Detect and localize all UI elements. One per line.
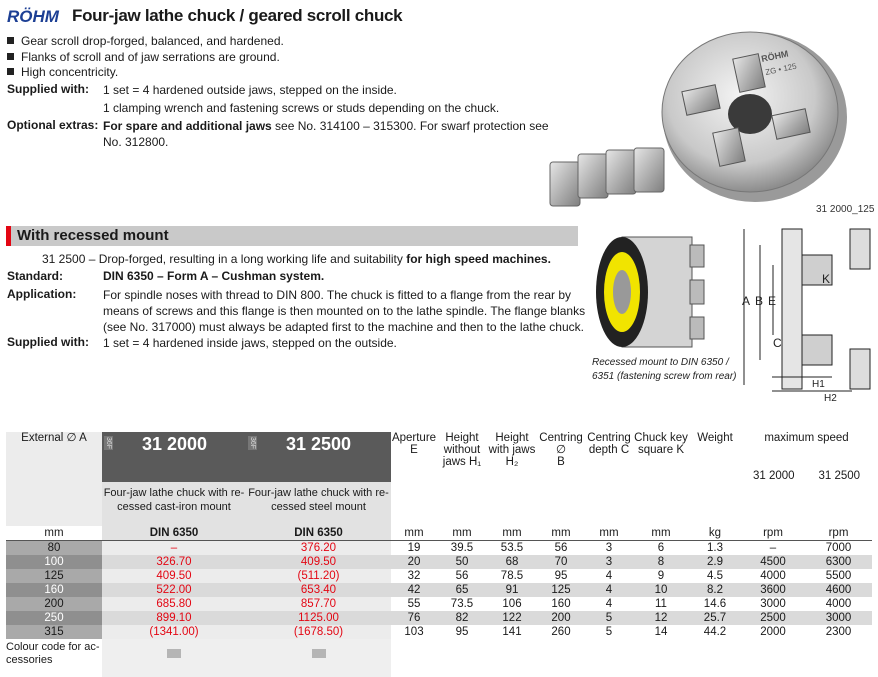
- table-cell: 44.2: [703, 625, 727, 638]
- table-cell: 19: [407, 541, 421, 554]
- price-312000: (1341.00): [102, 625, 246, 639]
- table-cell: 95: [455, 625, 469, 638]
- table-cell: 56: [455, 569, 469, 582]
- table-cell: 3000: [760, 597, 786, 610]
- table-cell: 5500: [825, 569, 852, 582]
- table-cell: 3: [585, 555, 633, 569]
- price-312500: 409.50: [246, 555, 391, 569]
- price-312000: –: [102, 541, 246, 556]
- table-cell: 2500: [741, 611, 805, 625]
- supplied-text: 1 set = 4 hardened outside jaws, stepped on the inside. 1 clamping wrench and fastening screws or studs depending on the chuck.: [103, 83, 500, 115]
- table-cell: 56: [554, 541, 568, 554]
- table-cell: 260: [551, 625, 571, 638]
- col-centring-depth-header: Centring depth C: [587, 432, 631, 456]
- price-312000: 899.10: [102, 611, 246, 625]
- table-cell: 55: [407, 597, 421, 610]
- colour-swatch: [312, 649, 326, 658]
- table-row: [6, 541, 872, 556]
- col-chuck-key-header: Chuck key square K: [634, 432, 688, 456]
- table-cell: 82: [437, 611, 487, 625]
- recessed-mount-figure: [592, 225, 878, 405]
- table-cell: 160: [551, 597, 571, 610]
- table-cell: 14.6: [703, 597, 727, 610]
- table-cell: 4: [605, 569, 613, 582]
- table-cell: 50: [437, 555, 487, 569]
- figure-caption-line2: 6351 (fastening screw from rear): [592, 371, 737, 382]
- row-external-diameter: 125: [6, 569, 102, 583]
- dim-label-c: C: [773, 336, 782, 350]
- unit-row: mm DIN 6350 DIN 6350 mm mm mm mm mm mm kg rpm rpm: [6, 526, 872, 541]
- table-cell: 91: [487, 583, 537, 597]
- table-cell: 95: [554, 569, 568, 582]
- spec-table: [6, 432, 872, 677]
- dim-label-b: B: [755, 294, 764, 308]
- photo-caption: 31 2000_125: [816, 204, 875, 215]
- colour-swatch: [167, 649, 181, 658]
- row-external-diameter: 200: [6, 597, 102, 611]
- price-312000: 409.50: [102, 569, 246, 583]
- table-cell: 14: [654, 625, 668, 638]
- table-cell: 68: [487, 555, 537, 569]
- chuck-product-photo: [540, 30, 875, 215]
- table-cell: 4000: [760, 569, 786, 582]
- section-header-bar: [6, 226, 578, 246]
- table-cell: 4500: [741, 555, 805, 569]
- col-external-header: External ∅ A: [6, 432, 102, 526]
- optional-label: Optional extras:: [7, 118, 99, 132]
- price-312500: 653.40: [246, 583, 391, 597]
- table-cell: 9: [657, 569, 665, 582]
- feature-list: [7, 34, 284, 81]
- table-cell: 76: [391, 611, 437, 625]
- application-text: For spindle noses with thread to DIN 800. The chuck is fitted to a flange from the rear by means of screws and this flange is then mounted on to the lathe spindle. The flange blanks (see No. 317000) must always be adapted first to the machine and then to the lathe chuck.: [103, 288, 586, 334]
- feature-item: High concentricity.: [7, 65, 284, 81]
- price-312000: 522.00: [102, 583, 246, 597]
- price-312500: 376.20: [246, 541, 391, 556]
- brand-logo: [6, 6, 62, 26]
- feature-item: Gear scroll drop-forged, balanced, and hardened.: [7, 34, 284, 50]
- price-312000: 326.70: [102, 555, 246, 569]
- price-312500: 1125.00: [246, 611, 391, 625]
- table-cell: 122: [487, 611, 537, 625]
- table-cell: 5: [605, 625, 613, 638]
- table-cell: 3600: [741, 583, 805, 597]
- table-cell: 2.9: [689, 555, 741, 569]
- brand-logo-text: RÖHM: [7, 7, 59, 26]
- dim-label-h2: H2: [824, 393, 837, 404]
- table-cell: 3000: [805, 611, 872, 625]
- table-cell: 1.3: [707, 541, 723, 554]
- table-cell: 3: [605, 541, 613, 554]
- table-cell: 4: [585, 583, 633, 597]
- col-max-speed-header: maximum speed 31 2000 31 2500: [752, 432, 861, 482]
- row-external-diameter: 80: [6, 541, 102, 556]
- table-row: [6, 583, 872, 597]
- table-cell: 8.2: [689, 583, 741, 597]
- table-cell: 8: [633, 555, 689, 569]
- table-cell: 53.5: [500, 541, 524, 554]
- technical-drawing: [744, 229, 870, 391]
- loose-jaws: [550, 148, 664, 206]
- section-title: With recessed mount: [17, 227, 169, 244]
- dim-label-e: E: [768, 294, 777, 308]
- standard-value: DIN 6350 – Form A – Cushman system.: [103, 269, 325, 283]
- table-cell: 32: [407, 569, 421, 582]
- table-cell: 2000: [760, 625, 786, 638]
- table-cell: 200: [537, 611, 585, 625]
- col-height-without-header: Height without jaws H₁: [442, 432, 482, 468]
- feature-item: Flanks of scroll and of jaw serrations are ground.: [7, 50, 284, 66]
- col-height-with-header: Height with jaws H₂: [488, 432, 536, 468]
- table-cell: –: [769, 541, 777, 554]
- row-external-diameter: 315: [6, 625, 102, 639]
- product-header-312000: 36F 31 2000: [102, 432, 246, 482]
- row-external-diameter: 250: [6, 611, 102, 625]
- table-row: [6, 611, 872, 625]
- table-cell: 25.7: [689, 611, 741, 625]
- table-cell: 103: [404, 625, 424, 638]
- table-cell: 141: [502, 625, 522, 638]
- supplied-label: Supplied with:: [7, 82, 89, 96]
- section-supplied-label: Supplied with:: [7, 335, 89, 349]
- table-cell: 2300: [825, 625, 852, 638]
- section-supplied-value: 1 set = 4 hardened inside jaws, stepped on the outside.: [103, 336, 397, 350]
- standard-label: Standard:: [7, 269, 64, 283]
- section-intro: 31 2500 – Drop-forged, resulting in a long working life and suitability for high speed machines.: [42, 252, 551, 266]
- table-cell: 73.5: [450, 597, 474, 610]
- col-centring-b-header: Centring ∅ B: [539, 432, 583, 468]
- colour-code-row: Colour code for ac- cessories: [6, 639, 872, 677]
- optional-text: For spare and additional jaws see No. 314100 – 315300. For swarf protection see No. 312800.: [103, 119, 549, 149]
- product-header-312500: 36F 31 2500: [246, 432, 391, 482]
- figure-caption-line1: Recessed mount to DIN 6350 /: [592, 357, 729, 368]
- col-weight-header: Weight: [697, 432, 733, 444]
- table-cell: 4600: [805, 583, 872, 597]
- table-row: [6, 625, 872, 639]
- table-cell: 11: [655, 597, 667, 610]
- price-312000: 685.80: [102, 597, 246, 611]
- price-312500: 857.70: [246, 597, 391, 611]
- table-cell: 4.5: [707, 569, 723, 582]
- table-cell: 12: [633, 611, 689, 625]
- table-cell: 4000: [825, 597, 852, 610]
- table-cell: 78.5: [500, 569, 524, 582]
- page-title: Four-jaw lathe chuck / geared scroll chuck: [72, 6, 403, 25]
- table-row: [6, 569, 872, 583]
- chuck-engraving-size: ZG • 125: [764, 61, 798, 77]
- table-row: [6, 555, 872, 569]
- col-aperture-header: Aperture E: [391, 432, 437, 456]
- table-cell: 125: [537, 583, 585, 597]
- table-cell: 65: [437, 583, 487, 597]
- table-cell: 70: [537, 555, 585, 569]
- table-cell: 7000: [825, 541, 852, 554]
- price-312500: (511.20): [246, 569, 391, 583]
- table-cell: 39.5: [450, 541, 474, 554]
- table-row: [6, 597, 872, 611]
- row-external-diameter: 100: [6, 555, 102, 569]
- table-cell: 106: [502, 597, 522, 610]
- price-312500: (1678.50): [246, 625, 391, 639]
- table-cell: 20: [391, 555, 437, 569]
- table-cell: 6300: [805, 555, 872, 569]
- dim-label-a: A: [742, 294, 751, 308]
- product-desc-312000: Four-jaw lathe chuck with re- cessed cast-iron mount: [102, 482, 246, 526]
- application-label: Application:: [7, 287, 77, 301]
- table-cell: 4: [605, 597, 613, 610]
- table-cell: 6: [657, 541, 665, 554]
- table-cell: 10: [633, 583, 689, 597]
- table-cell: 5: [585, 611, 633, 625]
- chuck-engraving-brand: RÖHM: [760, 48, 790, 64]
- dim-label-k: K: [822, 272, 831, 286]
- dim-label-h1: H1: [812, 379, 825, 390]
- product-desc-312500: Four-jaw lathe chuck with re- cessed steel mount: [246, 482, 391, 526]
- row-external-diameter: 160: [6, 583, 102, 597]
- table-cell: 42: [391, 583, 437, 597]
